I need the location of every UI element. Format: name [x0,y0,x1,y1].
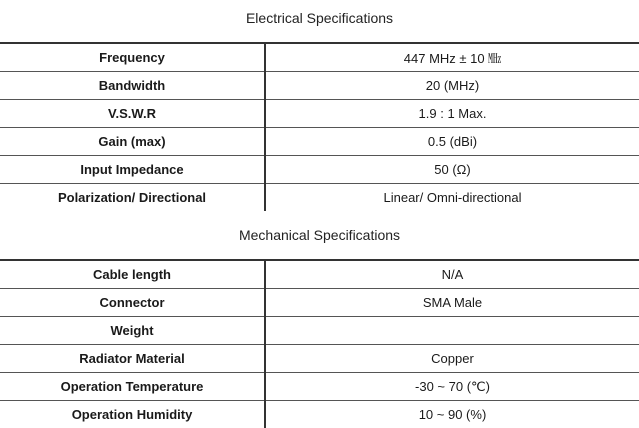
spec-value: 447 MHz ± 10 ㎒ [265,43,639,72]
spec-label: V.S.W.R [0,100,265,128]
spec-value: 0.5 (dBi) [265,128,639,156]
table-row [0,43,639,72]
spec-label: Polarization/ Directional [0,184,265,212]
spec-label: Operation Humidity [0,401,265,428]
mechanical-specifications-title: Mechanical Specifications [0,227,639,243]
mechanical-specifications-table [0,259,639,428]
table-row [0,100,639,128]
spec-label: Bandwidth [0,72,265,100]
table-row [0,72,639,100]
table-row [0,345,639,373]
spec-value: N/A [265,260,639,289]
electrical-specifications-table [0,42,639,211]
spec-value [265,317,639,345]
table-row [0,317,639,345]
spec-label: Connector [0,289,265,317]
spec-value: -30 ~ 70 (℃) [265,373,639,401]
spec-label: Operation Temperature [0,373,265,401]
spec-value: SMA Male [265,289,639,317]
spec-value: 10 ~ 90 (%) [265,401,639,428]
spec-label: Input Impedance [0,156,265,184]
spec-label: Gain (max) [0,128,265,156]
table-row [0,401,639,428]
table-row [0,156,639,184]
spec-value: Linear/ Omni-directional [265,184,639,212]
spec-value: 50 (Ω) [265,156,639,184]
electrical-specifications-title: Electrical Specifications [0,10,639,26]
spec-label: Radiator Material [0,345,265,373]
table-row [0,128,639,156]
spec-label: Frequency [0,43,265,72]
spec-value: 20 (MHz) [265,72,639,100]
spec-label: Cable length [0,260,265,289]
spec-value: 1.9 : 1 Max. [265,100,639,128]
spec-value: Copper [265,345,639,373]
table-row [0,260,639,289]
table-row [0,184,639,212]
table-row [0,373,639,401]
spec-label: Weight [0,317,265,345]
table-row [0,289,639,317]
